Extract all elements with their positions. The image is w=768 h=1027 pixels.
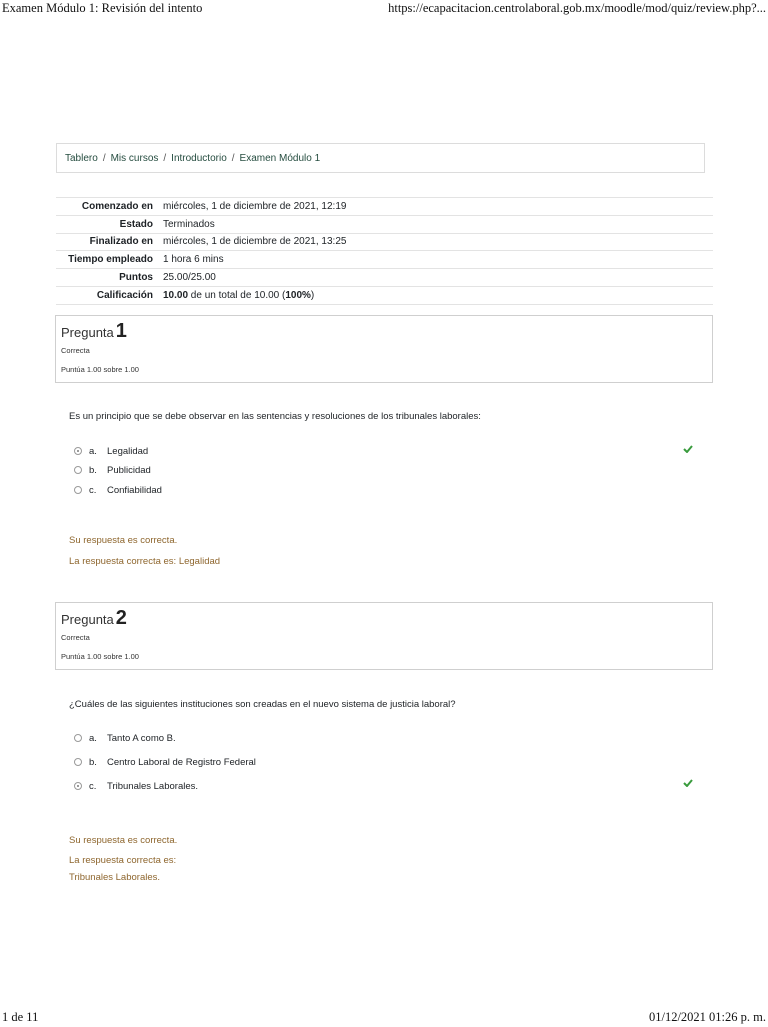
summary-label: Estado — [56, 215, 163, 233]
breadcrumb-quiz[interactable]: Examen Módulo 1 — [239, 152, 321, 164]
breadcrumb-separator: / — [231, 152, 235, 164]
question-number: 2 — [115, 607, 127, 629]
question-state: Correcta — [61, 346, 90, 355]
answer-option[interactable] — [74, 779, 198, 793]
option-text: Tribunales Laborales. — [107, 780, 199, 792]
option-text: Confiabilidad — [107, 484, 162, 496]
answer-option[interactable] — [74, 483, 162, 497]
option-text: Tanto A como B. — [107, 732, 176, 744]
option-letter: b. — [89, 756, 97, 768]
summary-value: Terminados — [163, 215, 713, 233]
breadcrumb-separator: / — [102, 152, 106, 164]
summary-label: Puntos — [56, 269, 163, 287]
summary-value — [163, 286, 713, 304]
option-text: Publicidad — [107, 464, 151, 476]
summary-label: Finalizado en — [56, 233, 163, 251]
option-letter: a. — [89, 732, 97, 744]
question-label: Pregunta — [61, 612, 114, 627]
breadcrumb-dashboard[interactable]: Tablero — [65, 152, 98, 164]
breadcrumb-course[interactable]: Introductorio — [171, 152, 227, 164]
print-page-title: Examen Módulo 1: Revisión del intento — [2, 1, 203, 15]
option-text: Centro Laboral de Registro Federal — [107, 756, 256, 768]
question-title — [61, 320, 707, 343]
summary-value: 25.00/25.00 — [163, 269, 713, 287]
print-datetime: 01/12/2021 01:26 p. m. — [648, 1010, 766, 1024]
option-letter: a. — [89, 445, 97, 457]
summary-row-points — [56, 269, 713, 287]
summary-row-grade — [56, 286, 713, 304]
print-url: https://ecapacitacion.centrolaboral.gob.mx/moodle/mod/quiz/review.php?... — [388, 1, 766, 15]
answer-option[interactable] — [74, 444, 148, 458]
summary-row-time — [56, 251, 713, 269]
summary-value: 1 hora 6 mins — [163, 251, 713, 269]
right-answer-text: La respuesta correcta es: — [69, 855, 177, 866]
breadcrumb-my-courses[interactable]: Mis cursos — [110, 152, 159, 164]
radio-icon[interactable] — [74, 486, 82, 494]
answer-option[interactable] — [74, 755, 256, 769]
summary-value: miércoles, 1 de diciembre de 2021, 12:19 — [163, 198, 713, 216]
radio-icon[interactable] — [74, 447, 82, 455]
grade-close: ) — [310, 289, 315, 301]
print-footer — [0, 1009, 768, 1027]
grade-percent: 100% — [285, 289, 311, 301]
radio-icon[interactable] — [74, 734, 82, 742]
option-letter: c. — [89, 780, 97, 792]
breadcrumb-separator: / — [163, 152, 167, 164]
summary-row-finished — [56, 233, 713, 251]
question-number: 1 — [115, 320, 127, 342]
summary-row-state — [56, 215, 713, 233]
summary-label: Tiempo empleado — [56, 251, 163, 269]
summary-label: Comenzado en — [56, 198, 163, 216]
feedback-text: Su respuesta es correcta. — [69, 535, 178, 546]
right-answer-text: La respuesta correcta es: Legalidad — [69, 556, 221, 567]
question-state: Correcta — [61, 633, 90, 642]
radio-icon[interactable] — [74, 782, 82, 790]
answer-option[interactable] — [74, 463, 151, 477]
summary-row-started — [56, 198, 713, 216]
print-header — [0, 0, 768, 18]
feedback-text: Su respuesta es correcta. — [69, 835, 178, 846]
question-1-info — [55, 315, 713, 383]
option-letter: b. — [89, 464, 97, 476]
print-page-number: 1 de 11 — [2, 1010, 39, 1024]
grade-value: 10.00 — [163, 289, 189, 301]
radio-icon[interactable] — [74, 466, 82, 474]
question-2-info — [55, 602, 713, 670]
attempt-summary-table — [56, 197, 713, 305]
summary-label: Calificación — [56, 286, 163, 304]
question-title — [61, 607, 707, 630]
question-label: Pregunta — [61, 325, 114, 340]
option-text: Legalidad — [107, 445, 149, 457]
check-icon — [683, 445, 693, 453]
summary-value: miércoles, 1 de diciembre de 2021, 13:25 — [163, 233, 713, 251]
answer-option[interactable] — [74, 731, 176, 745]
question-2-text: ¿Cuáles de las siguientes instituciones son creadas en el nuevo sistema de justicia laboral? — [69, 699, 456, 710]
radio-icon[interactable] — [74, 758, 82, 766]
right-answer-value: Tribunales Laborales. — [69, 872, 161, 883]
option-letter: c. — [89, 484, 97, 496]
check-icon — [683, 779, 693, 787]
question-1-text: Es un principio que se debe observar en las sentencias y resoluciones de los tribunales laborales: — [69, 411, 481, 422]
grade-total: de un total de 10.00 ( — [188, 289, 286, 301]
question-grade: Puntúa 1.00 sobre 1.00 — [61, 652, 139, 661]
question-grade: Puntúa 1.00 sobre 1.00 — [61, 365, 139, 374]
breadcrumb — [56, 143, 705, 173]
